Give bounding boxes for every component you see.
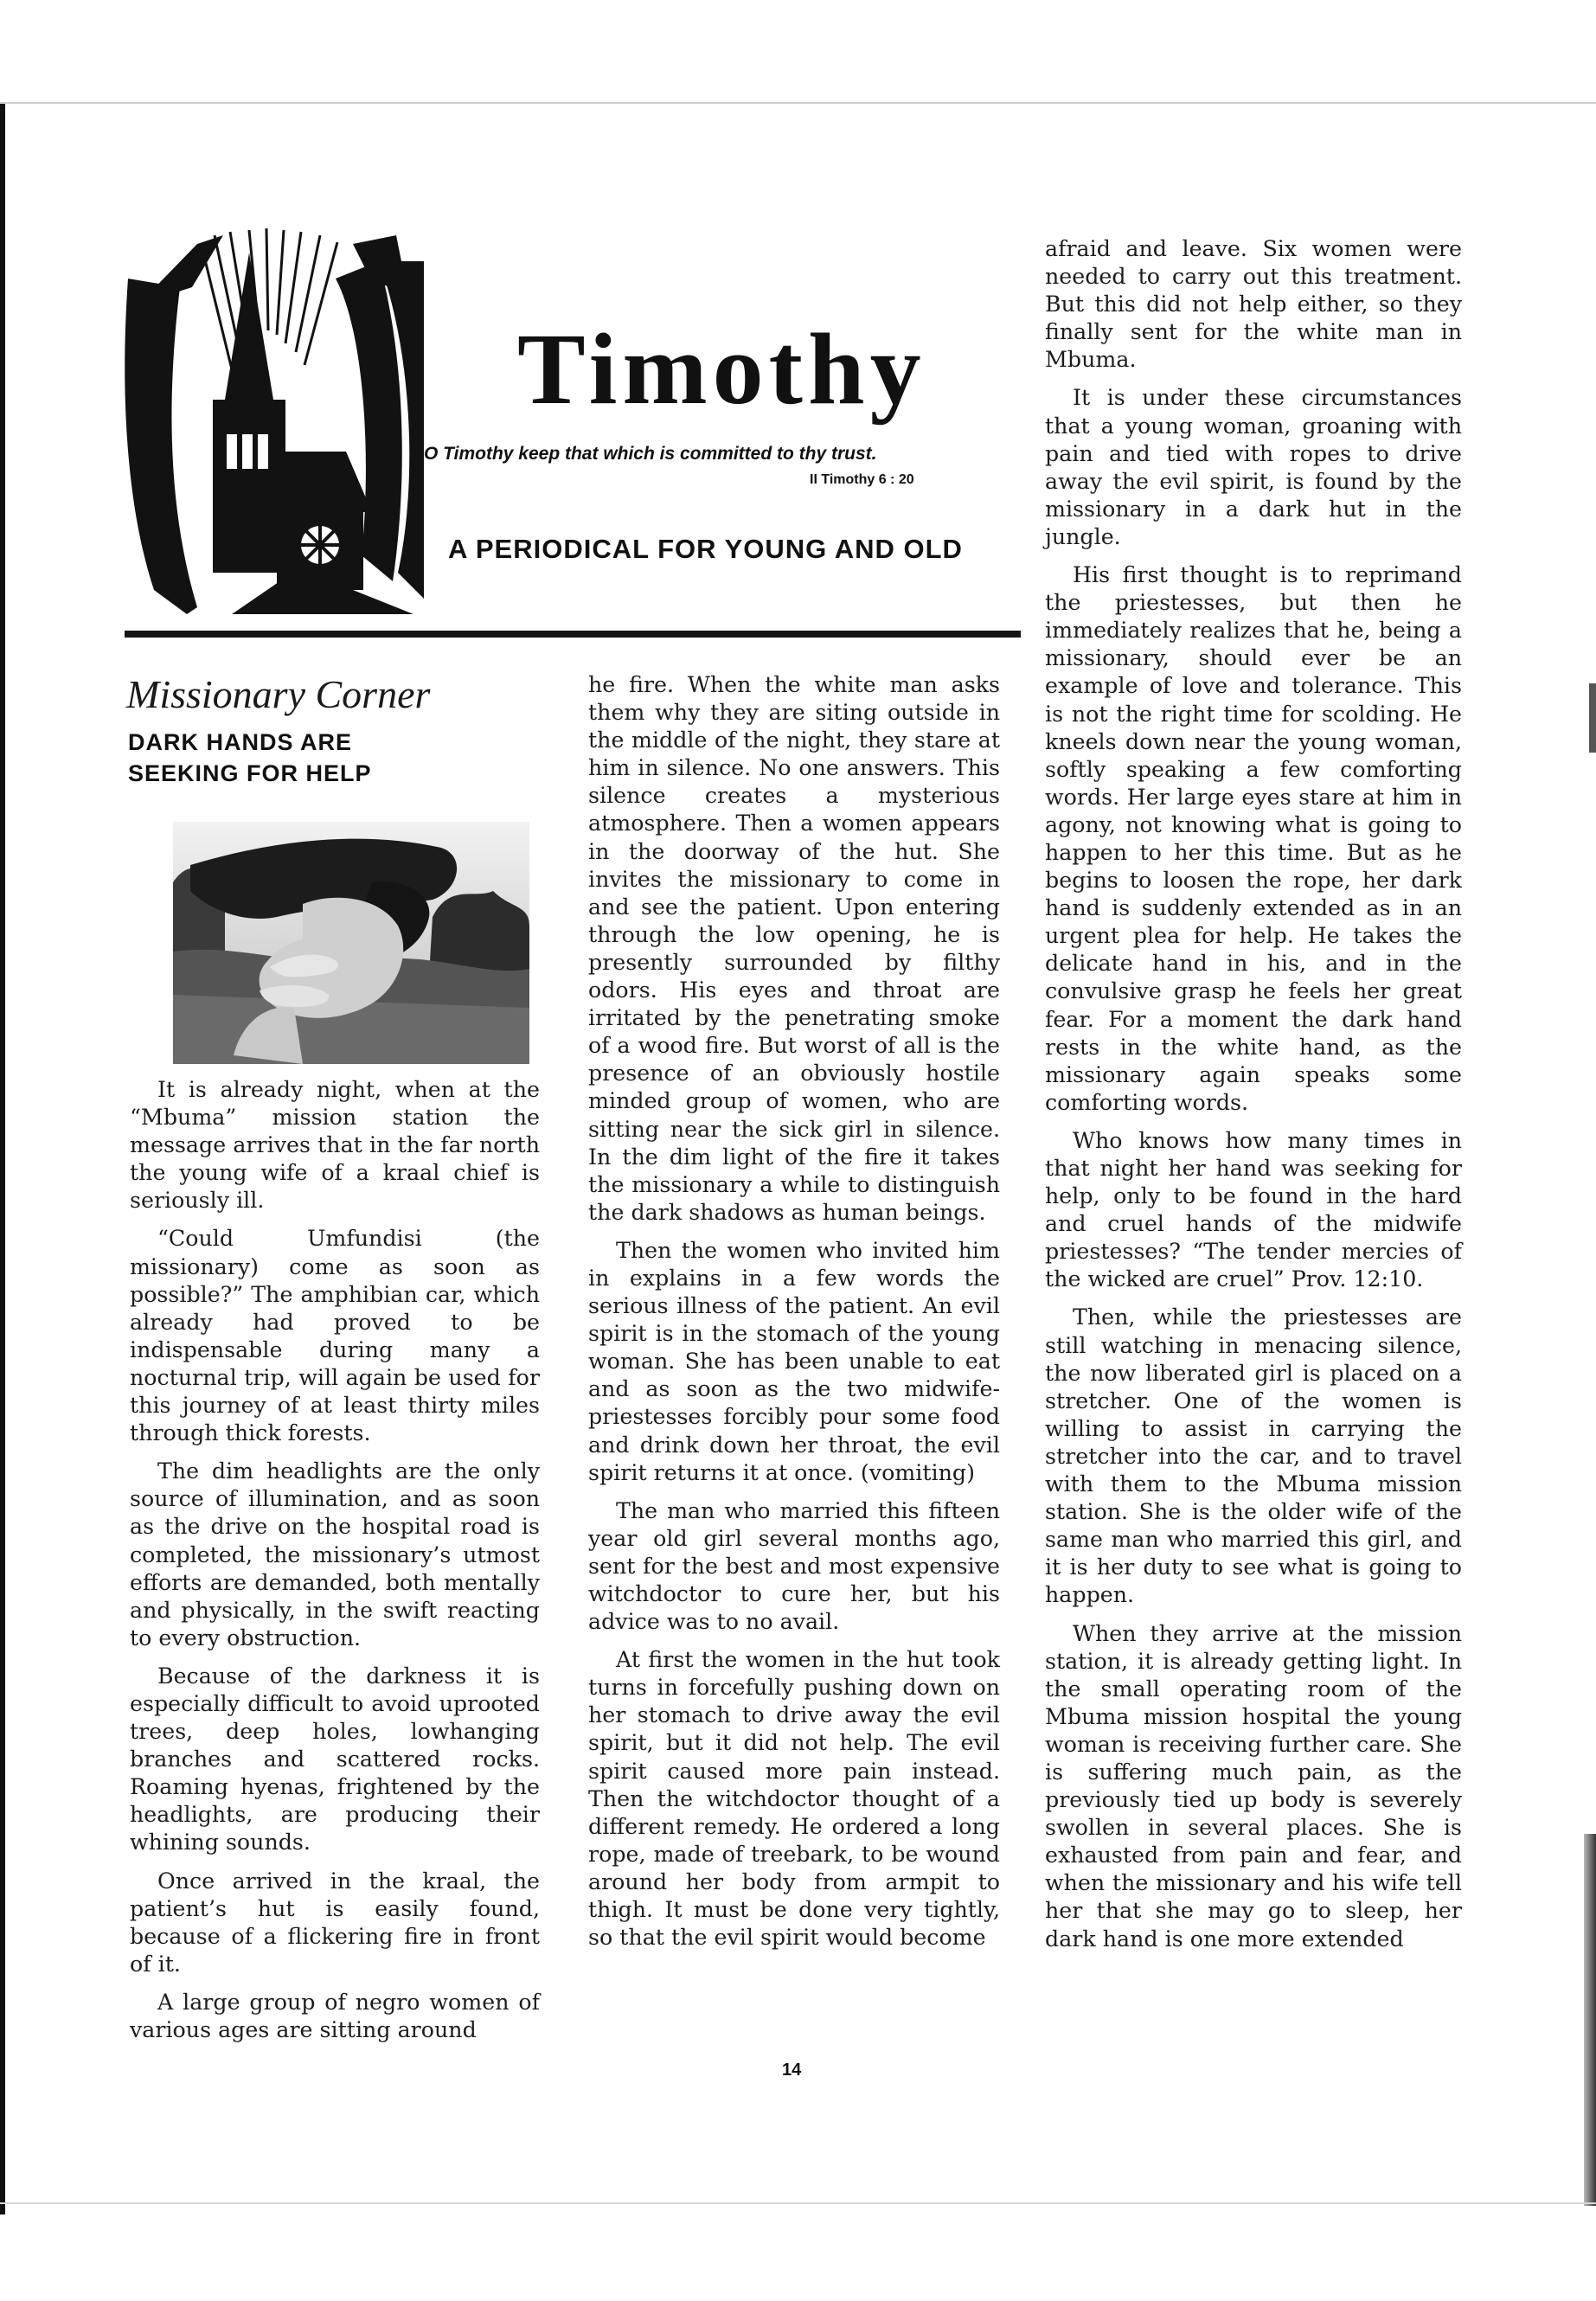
section-title: Missionary Corner (126, 672, 431, 716)
article-column-2 (588, 671, 1000, 1962)
paragraph: afraid and leave. Six women were needed to carry out this treatment. But this did not help either, so they finally sent for the white man in Mbuma. (1045, 236, 1462, 373)
masthead-motto: O Timothy keep that which is committed to thy trust. (424, 444, 877, 464)
masthead-rule (125, 631, 1021, 638)
scan-left-edge (0, 104, 5, 2214)
paragraph: “Could Umfundisi (the missionary) come as soon as possible?” The amphibian car, which already had proved to be indispensable during many a nocturnal trip, will again be used for this journey of at least thirty miles through thick forests. (130, 1226, 540, 1446)
page-number: 14 (782, 2061, 802, 2080)
scan-right-shadow (1584, 1834, 1596, 2206)
paragraph: Who knows how many times in that night her hand was seeking for help, only to be found in the hard and cruel hands of the midwife priestesses? “The tender mercies of the wicked are cruel” Prov. 12:10. (1045, 1127, 1462, 1292)
page-top-edge (0, 102, 1596, 104)
page-bottom-edge (0, 2202, 1596, 2204)
church-logo-illustration (119, 227, 424, 614)
periodical-tagline: A PERIODICAL FOR YOUNG AND OLD (448, 534, 963, 564)
paragraph: It is under these circumstances that a young woman, groaning with pain and tied with ropes to drive away the evil spirit, is found by the missionary in a dark hut in the jungle. (1045, 385, 1462, 549)
periodical-title: Timothy (517, 312, 926, 426)
paragraph: It is already night, when at the “Mbuma” mission station the message arrives that in the far north the young wife of a kraal chief is seriously ill. (130, 1077, 540, 1214)
paragraph: The man who married this fifteen year old girl several months ago, sent for the best and most expensive witchdoctor to cure her, but his advice was to no avail. (588, 1497, 1000, 1635)
paragraph: At first the women in the hut took turns in forcefully pushing down on her stomach to drive away the evil spirit, but it did not help. The evil spirit caused more pain instead. Then the witchdoctor thought of a different remedy. He ordered a long rope, made of treebark, to be wound around her body from armpit to thigh. It must be done very tightly, so that the evil spirit would become (588, 1647, 1000, 1951)
paragraph: The dim headlights are the only source of illumination, and as soon as the drive on the hospital road is completed, the missionary’s utmost efforts are demanded, both mentally and physically, in the swift reacting to every obstruction. (130, 1458, 540, 1650)
paragraph: A large group of negro women of various ages are sitting around (130, 1989, 540, 2042)
article-column-1 (130, 1076, 540, 2054)
paragraph: Once arrived in the kraal, the patient’s hut is easily found, because of a flickering fire in front of it. (130, 1868, 540, 1977)
paragraph: His first thought is to reprimand the priestesses, but then he immediately realizes that he, being a missionary, should ever be an example of love and tolerance. This is not the right time for scolding. He kneels down near the young woman, softly speaking a few comforting words. Her large eyes stare at him in agony, not knowing what is going to happen to her this time. But as he begins to loosen the rope, her dark hand is suddenly extended as in an urgent plea for help. He takes the delicate hand in his, and in the convulsive grasp he feels her great fear. For a moment the dark hand rests in the white hand, as the missionary again speaks some comforting words. (1045, 562, 1462, 1115)
scan-right-mark (1589, 683, 1596, 753)
paragraph: he fire. When the white man asks them why they are siting outside in the middle of the night, they stare at him in silence. No one answers. This silence creates a mysterious atmosphere. Then a women appears in the doorway of the hut. She invites the missionary to come in and see the patient. Upon entering through the low opening, he is presently surrounded by filthy odors. His eyes and throat are irritated by the penetrating smoke of a wood fire. But worst of all is the presence of an obviously hostile minded group of women, who are sitting near the sick girl in silence. In the dim light of the fire it takes the missionary a while to distinguish the dark shadows as human beings. (588, 672, 1000, 1225)
paragraph: Then, while the priestesses are still watching in menacing silence, the now liberated girl is placed on a stretcher. One of the women is willing to assist in carrying the stretcher into the car, and to travel with them to the Mbuma mission station. She is the older wife of the same man who married this girl, and it is her duty to see what is going to happen. (1045, 1304, 1462, 1608)
paragraph: When they arrive at the mission station, it is already getting light. In the small operating room of the Mbuma mission hospital the young woman is receiving further care. She is suffering much pain, as the previously tied up body is severely swollen in several places. She is exhausted from pain and fear, and when the missionary and his wife tell her that she may go to sleep, her dark hand is one more extended (1045, 1620, 1462, 1952)
headline-line-1: DARK HANDS ARE (128, 729, 353, 755)
paragraph: Because of the darkness it is especially difficult to avoid uprooted trees, deep holes, lowhanging branches and scattered rocks. Roaming hyenas, frightened by the headlights, are producing their whining sounds. (130, 1663, 540, 1856)
article-headline (128, 727, 372, 789)
headline-line-2: SEEKING FOR HELP (128, 760, 372, 786)
motto-reference: II Timothy 6 : 20 (810, 472, 914, 487)
article-column-3 (1045, 235, 1462, 1964)
hands-photo (173, 822, 529, 1064)
paragraph: Then the women who invited him in explains in a few words the serious illness of the patient. An evil spirit is in the stomach of the young woman. She has been unable to eat and as soon as the two midwife-priestesses forcibly pour some food and drink down her throat, the evil spirit returns it at once. (vomiting) (588, 1237, 1000, 1485)
